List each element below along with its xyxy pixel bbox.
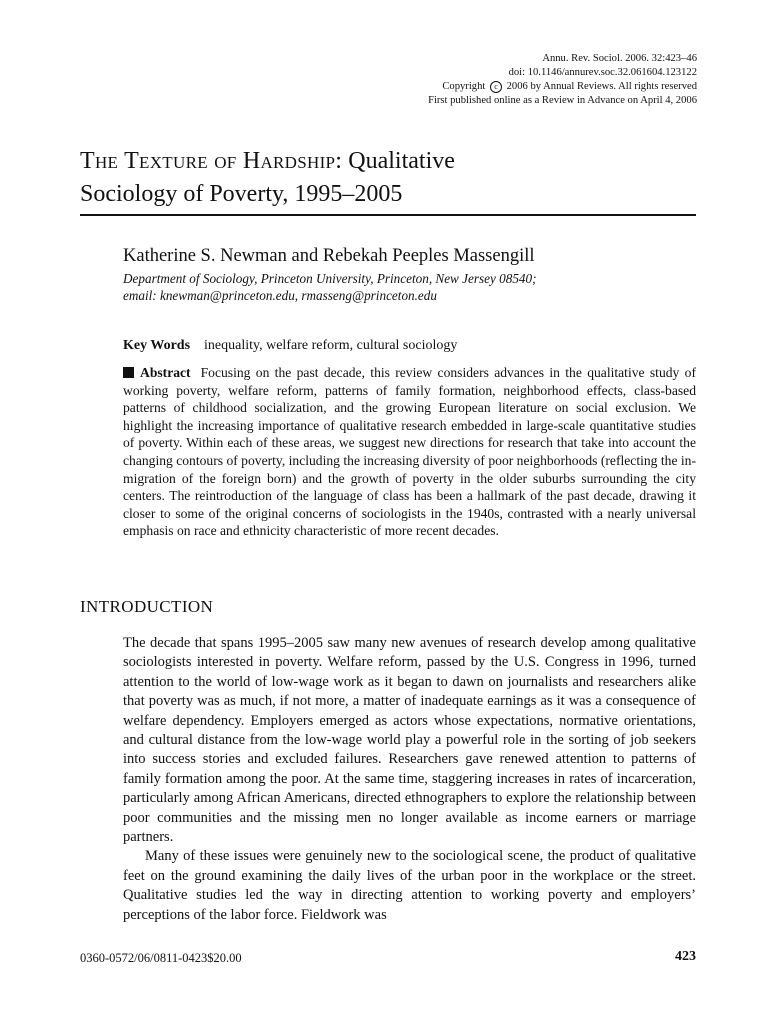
- black-square-icon: [123, 367, 134, 378]
- copyright-suffix: 2006 by Annual Reviews. All rights reserved: [506, 81, 697, 92]
- body-paragraph-1: The decade that spans 1995–2005 saw many new avenues of research develop among qualitative sociologists interested in poverty. Welfare reform, passed by the U.S. Congress in 1996, turned attention to the world of low-wage work as it began to dawn on journalists and researchers alike that poverty was as much, if not more, a matter of inadequate earnings as it was a consequence of welfare dependency. Employers emerged as actors whose expectations, normative orientations, and cultural distance from the low-wage world play a powerful role in the sorting of job seekers into success stories and excluded failures. Researchers gave renewed attention to patterns of family formation among the poor. At the same time, staggering increases in rates of incarceration, particularly among African Americans, directed ethnographers to explore the relationship between poor communities and the missing men no longer available as income earners or marriage partners.: [123, 635, 696, 846]
- title-main: The Texture of Hardship:: [80, 148, 343, 174]
- page-number: 423: [675, 949, 696, 964]
- keywords-label: Key Words: [123, 338, 191, 353]
- footer-code: 0360-0572/06/0811-0423$20.00: [80, 951, 242, 965]
- abstract-label: Abstract: [140, 365, 191, 380]
- title-second-line: Sociology of Poverty, 1995–2005: [80, 181, 403, 207]
- section-heading-introduction: INTRODUCTION: [80, 597, 214, 616]
- title-divider: [80, 214, 696, 216]
- author-list: Katherine S. Newman and Rebekah Peeples Massengill: [123, 246, 535, 266]
- journal-reference: Annu. Rev. Sociol. 2006. 32:423–46: [542, 53, 697, 64]
- body-text: [123, 634, 696, 925]
- email-line[interactable]: email: knewman@princeton.edu, rmasseng@princeton.edu: [123, 288, 437, 303]
- publication-note: First published online as a Review in Advance on April 4, 2006: [428, 95, 697, 106]
- abstract-text: Focusing on the past decade, this review considers advances in the qualitative study of working poverty, welfare reform, patterns of family formation, neighborhood effects, class-based patterns of childhood socialization, and the growing European literature on social exclusion. We highlight the increasing importance of qualitative research embedded in large-scale quantitative studies of poverty. Within each of these areas, we suggest new directions for research that take into account the changing contours of poverty, including the increasing diversity of poor neighborhoods (reflecting the in-migration of the foreign born) and the growth of poverty in the older suburbs surrounding the city centers. The reintroduction of the language of class has been a hallmark of the past decade, drawing it closer to some of the original concerns of sociologists in the 1940s, contrasted with a nearly universal emphasis on race and ethnicity characteristic of more recent decades.: [123, 365, 696, 539]
- keywords-section: [123, 337, 696, 355]
- journal-metadata: [428, 52, 697, 108]
- keywords-text: inequality, welfare reform, cultural sociology: [204, 338, 458, 353]
- copyright-line: [428, 80, 697, 94]
- department-line: Department of Sociology, Princeton University, Princeton, New Jersey 08540;: [123, 271, 537, 286]
- copyright-prefix: Copyright: [442, 81, 486, 92]
- doi-link[interactable]: doi: 10.1146/annurev.soc.32.061604.123122: [508, 67, 697, 78]
- abstract-section: [123, 364, 696, 540]
- article-title: [80, 145, 696, 211]
- author-affiliation: [123, 270, 696, 304]
- body-paragraph-2: Many of these issues were genuinely new to the sociological scene, the product of qualitative feet on the ground examining the daily lives of the urban poor in the workplace or the street. Qualitative studies led the way in directing attention to working poverty and employers’ perceptions of the labor force. Fieldwork was: [123, 848, 696, 923]
- title-continuation: Qualitative: [342, 148, 455, 174]
- copyright-symbol: c: [490, 81, 502, 93]
